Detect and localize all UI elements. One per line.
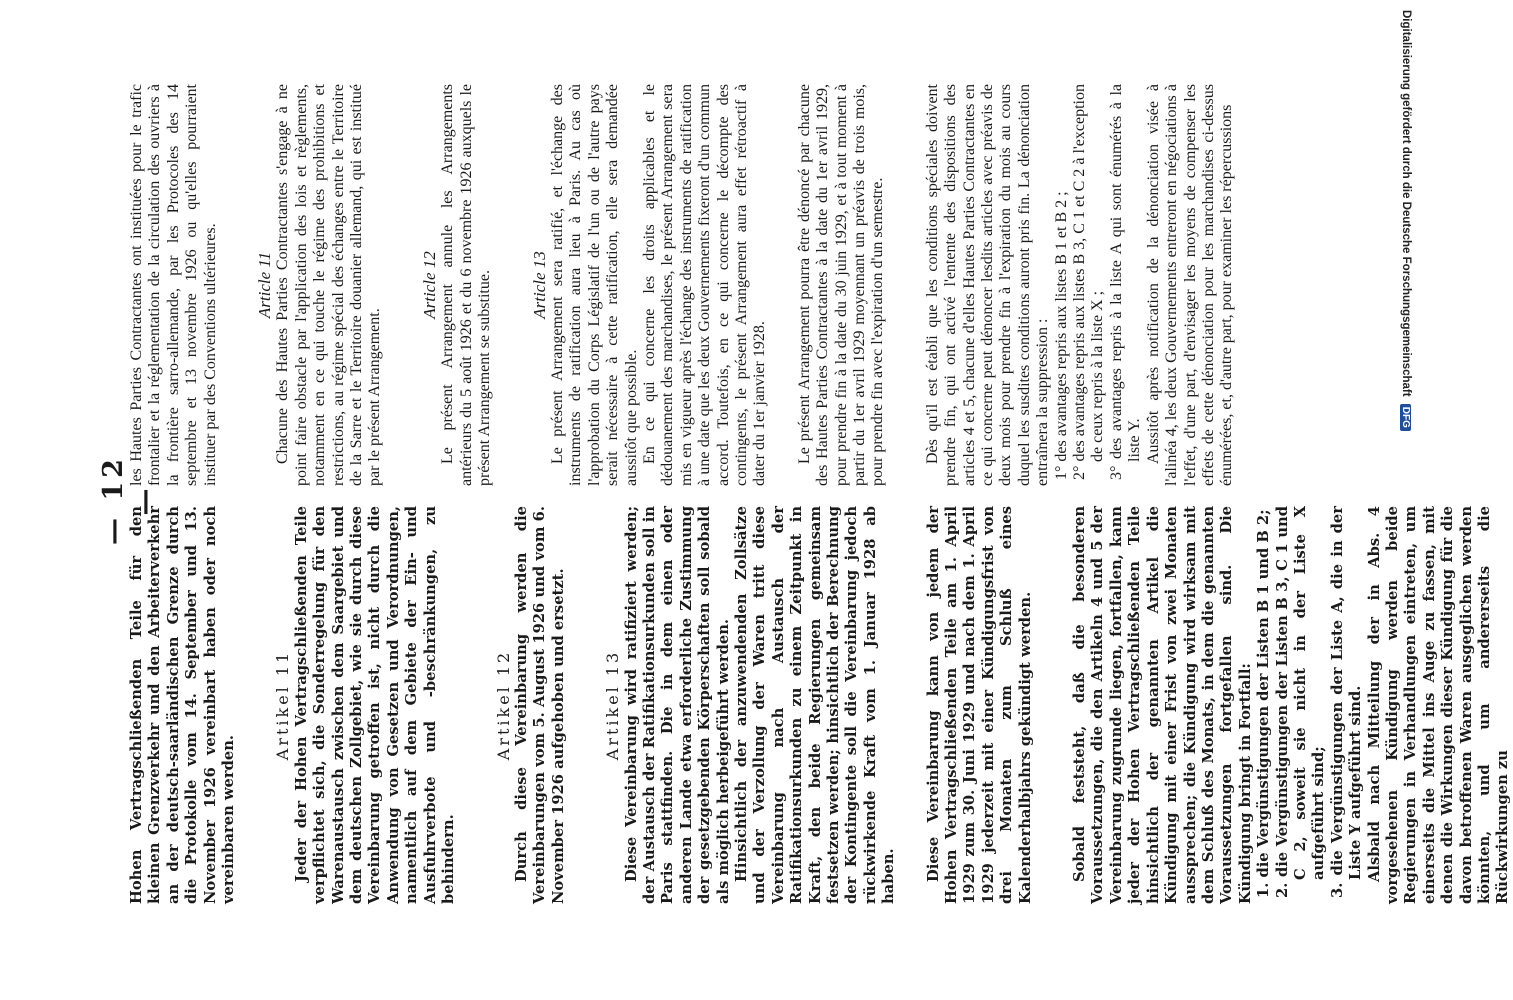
- german-article-13-heading: Artikel 13: [603, 649, 623, 761]
- german-suppression-list: [1255, 506, 1365, 904]
- french-article-13-paragraph: Aussitôt après notification de la dénonciation visée à l'alinéa 4, les deux Gouvernements entreront en négociations à l'effet, d'une part, d'envisager les moyens de compenser les effets de cette dénonciation pour les marchandises ci-dessus énumérées, et, d'autre part, pour examiner les répercussions: [1144, 84, 1236, 486]
- german-article-13-paragraph: Diese Vereinbarung kann von jedem der Hohen Vertragschließenden Teile am 1. April 1929 zum 30. Juni 1929 und nach dem 1. April 1929 jederzeit mit einer Kündigungsfrist von drei Monaten zum Schluß eines Kalenderhalbjahrs gekündigt werden.: [924, 506, 1034, 904]
- french-article-11-heading: Article 11: [255, 251, 275, 319]
- german-intro-paragraph: Hohen Vertragschließenden Teile für den kleinen Grenzverkehr und den Arbeiterverkehr an der deutsch-saarländischen Grenze durch die Protokolle vom 14. September und 13. November 1926 vereinbart haben oder noch vereinbaren werden.: [128, 506, 238, 904]
- digitization-note: [1400, 10, 1424, 428]
- list-item: 3. die Vergünstigungen der Liste A, die in der Liste Y aufgeführt sind.: [1328, 506, 1365, 898]
- digitization-note-text: [1400, 10, 1412, 431]
- french-intro-paragraph: les Hautes Parties Contractantes ont instituées pour le trafic frontalier et la réglementation de la circulation des ouvriers à la frontière sarro-allemande, par les Protocoles des 14 septembre et 13 novembre 1926 ou qu'elles pourraient instituer par des Conventions ultérieures.: [128, 84, 219, 486]
- french-suppression-list: [1053, 84, 1145, 486]
- german-article-13-paragraph: Hinsichtlich der anzuwendenden Zollsätze und der Verzollung der Waren tritt diese Vereinbarung nach Austausch der Ratifikationsurkunden zu einem Zeitpunkt in Kraft, den beide Regierungen gemeinsam festsetzen werden; hinsichtlich der Berechnung der Kontingente soll die Vereinbarung jedoch rückwirkende Kraft vom 1. Januar 1928 ab haben.: [732, 506, 898, 904]
- german-article-11-text: Jeder der Hohen Vertragschließenden Teile verpflichtet sich, die Sonderregelung für den Warenaustausch zwischen dem Saargebiet und dem deutschen Zollgebiet, wie sie durch diese Vereinbarung getroffen ist, nicht durch die Anwendung von Gesetzen und Verordnungen, namentlich auf dem Gebiete der Ein- und Ausfuhrverbote und -beschränkungen, zu behindern.: [292, 506, 458, 904]
- german-article-13-paragraph: Alsbald nach Mitteilung der in Abs. 4 vorgesehenen Kündigung werden beide Regierungen in Verhandlungen eintreten, um einerseits die Mittel ins Auge zu fassen, mit denen die Wirkungen dieser Kündigung für die davon betroffenen Waren ausgeglichen werden könnten, und um andererseits die Rückwirkungen zu: [1365, 506, 1512, 904]
- french-article-13-paragraph: Le présent Arrangement pourra être dénoncé par chacune des Hautes Parties Contractantes à la date du 1er avril 1929, pour prendre fin à la date du 30 juin 1929, et à tout moment à partir du 1er avril 1929 moyennant un préavis de trois mois, pour prendre fin avec l'expiration d'un semestre.: [795, 84, 887, 486]
- page-number: — 12 —: [98, 455, 160, 545]
- german-article-13-paragraph: Diese Vereinbarung wird ratifiziert werden; der Austausch der Ratifikationsurkunden soll in Paris stattfinden. Die in dem einen oder anderen Lande etwa erforderliche Zustimmung der gesetzgebenden Körperschaften soll sobald als möglich herbeigeführt werden.: [622, 506, 732, 904]
- french-text-column: [128, 84, 1237, 486]
- list-item: 2° des avantages repris aux listes B 3, C 1 et C 2 à l'exception de ceux repris à la liste X ;: [1071, 84, 1107, 480]
- german-article-11-heading: Artikel 11: [273, 649, 293, 761]
- french-article-12-heading: Article 12: [419, 251, 439, 319]
- french-article-13-paragraph: Dès qu'il est établi que les conditions spéciales doivent prendre fin, qui ont activé l'entente des dispositions des articles 4 et 5, chacune d'elles Hautes Parties Contractantes en ce qui concerne peut dénoncer lesdits articles avec préavis de deux mois pour prendre fin à l'expiration du mois au cours duquel les susdites conditions auront pris fin. La dénonciation entraînera la suppression :: [923, 84, 1052, 486]
- dfg-logo-icon: DFG: [1400, 404, 1411, 431]
- french-article-13-paragraph: Le présent Arrangement sera ratifié, et l'échange des instruments de ratification aura lieu à Paris. Au cas où l'approbation du Corps Législatif de l'un ou de l'autre pays serait nécessaire à cette ratification, elle sera demandée aussitôt que possible.: [548, 84, 640, 486]
- german-article-12-text: Durch diese Vereinbarung werden die Vereinbarungen vom 5. August 1926 und vom 6. November 1926 aufgehoben und ersetzt.: [512, 506, 567, 904]
- french-article-11-text: Chacune des Hautes Parties Contractantes s'engage à ne point faire obstacle par l'application des lois et règlements, notamment en ce qui touche le régime des prohibitions et restrictions, au régime spécial des échanges entre le Territoire de la Sarre et le Territoire douanier allemand, qui est institué par le présent Arrangement.: [274, 84, 384, 486]
- french-article-12-text: Le présent Arrangement annule les Arrangements antérieurs du 5 août 1926 et du 6 novembre 1926 auxquels le présent Arrangement se substitue.: [439, 84, 494, 486]
- list-item: 3° des avantages repris à la liste A qui sont énumérés à la liste Y.: [1107, 84, 1144, 480]
- digitization-note-label: Digitalisierung gefördert durch die Deutsche Forschungsgemeinschaft: [1400, 10, 1412, 397]
- list-item: 1° des avantages repris aux listes B 1 et B 2 ;: [1052, 191, 1070, 480]
- german-article-12-heading: Artikel 12: [493, 649, 513, 761]
- german-article-13-paragraph: Sobald feststeht, daß die besonderen Voraussetzungen, die den Artikeln 4 und 5 der Vereinbarung zugrunde liegen, fortfallen, kann jeder der Hohen Vertragschließenden Teile hinsichtlich der genannten Artikel die Kündigung mit einer Frist von zwei Monaten aussprechen; die Kündigung wird wirksam mit dem Schluß des Monats, in dem die genannten Voraussetzungen fortgefallen sind. Die Kündigung bringt in Fortfall:: [1071, 506, 1254, 904]
- french-article-13-paragraph: En ce qui concerne les droits applicables et le dédouanement des marchandises, le présent Arrangement sera mis en vigueur après l'échange des instruments de ratification à une date que les deux Gouvernements fixeront d'un commun accord. Toutefois, en ce qui concerne le décompte des contingents, le présent Arrangement aura effet rétroactif à dater du 1er janvier 1928.: [640, 84, 769, 486]
- list-item: 2. die Vergünstigungen der Listen B 3, C 1 und C 2, soweit sie nicht in der Liste X aufgeführt sind;: [1273, 506, 1328, 898]
- list-item: 1. die Vergünstigungen der Listen B 1 und B 2;: [1255, 509, 1273, 898]
- french-article-13-heading: Article 13: [529, 251, 549, 319]
- german-text-column: [128, 506, 1513, 904]
